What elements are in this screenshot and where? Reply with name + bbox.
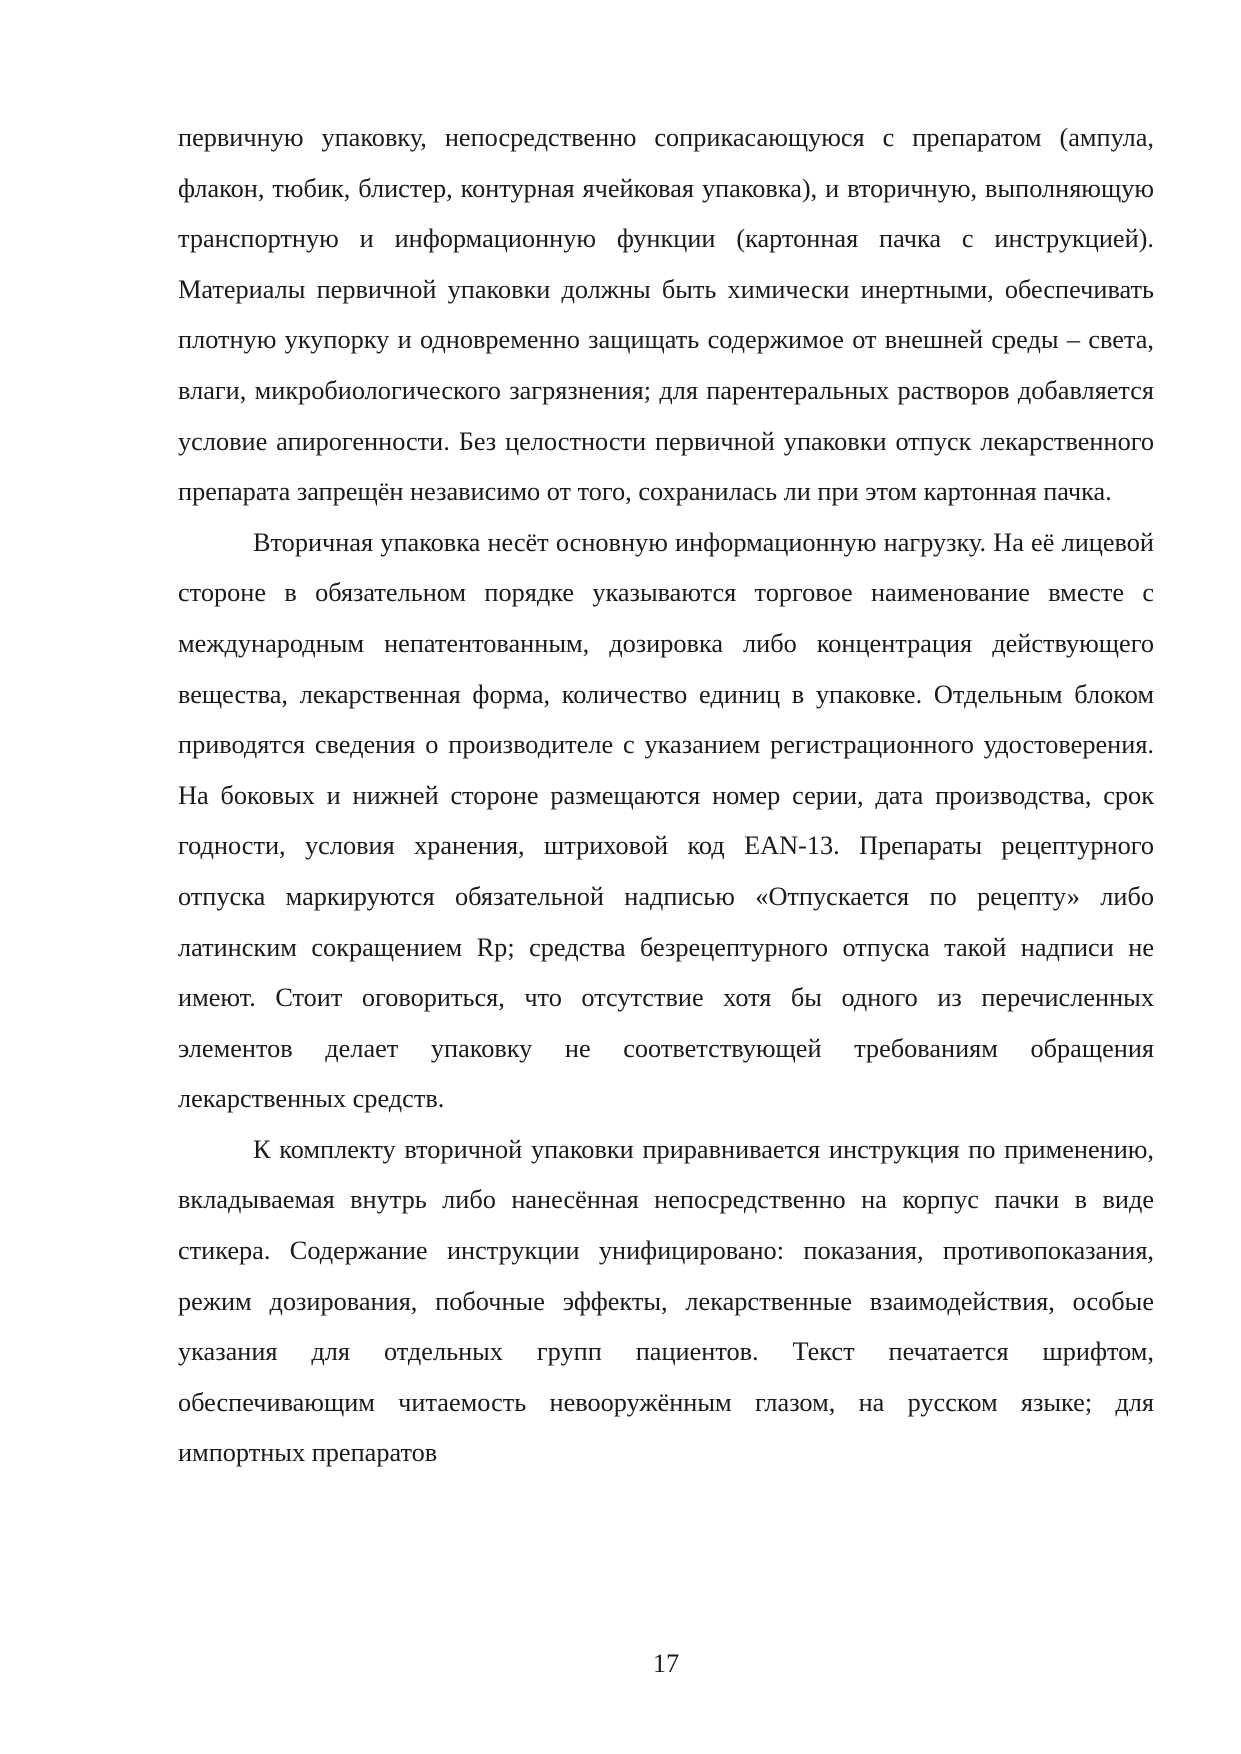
paragraph-continued: первичную упаковку, непосредственно соприкасающуюся с препаратом (ампула, флакон, тюбик, блистер, контурная ячейковая упаковка), и вторичную, выполняющую транспортную и информационную функции (картонная пачка с инструкцией). Материалы первичной упаковки должны быть химически инертными, обеспечивать плотную укупорку и одновременно защищать содержимое от внешней среды – света, влаги, микробиологического загрязнения; для парентеральных растворов добавляется условие апирогенности. Без целостности первичной упаковки отпуск лекарственного препарата запрещён независимо от того, сохранилась ли при этом картонная пачка. xyxy=(178,123,1154,507)
body-text xyxy=(178,113,1154,1479)
paragraph-secondary-packaging: Вторичная упаковка несёт основную информационную нагрузку. На её лицевой стороне в обязательном порядке указываются торговое наименование вместе с международным непатентованным, дозировка либо концентрация действующего вещества, лекарственная форма, количество единиц в упаковке. Отдельным блоком приводятся сведения о производителе с указанием регистрационного удостоверения. На боковых и нижней стороне размещаются номер серии, дата производства, срок годности, условия хранения, штриховой код EAN-13. Препараты рецептурного отпуска маркируются обязательной надписью «Отпускается по рецепту» либо латинским сокращением Rp; средства безрецептурного отпуска такой надписи не имеют. Стоит оговориться, что отсутствие хотя бы одного из перечисленных элементов делает упаковку не соответствующей требованиям обращения лекарственных средств. xyxy=(178,527,1154,1114)
paragraph-instructions: К комплекту вторичной упаковки приравнивается инструкция по применению, вкладываемая внутрь либо нанесённая непосредственно на корпус пачки в виде стикера. Содержание инструкции унифицировано: показания, противопоказания, режим дозирования, побочные эффекты, лекарственные взаимодействия, особые указания для отдельных групп пациентов. Текст печатается шрифтом, обеспечивающим читаемость невооружённым глазом, на русском языке; для импортных препаратов xyxy=(178,1134,1154,1468)
page-number: 17 xyxy=(652,1649,680,1678)
